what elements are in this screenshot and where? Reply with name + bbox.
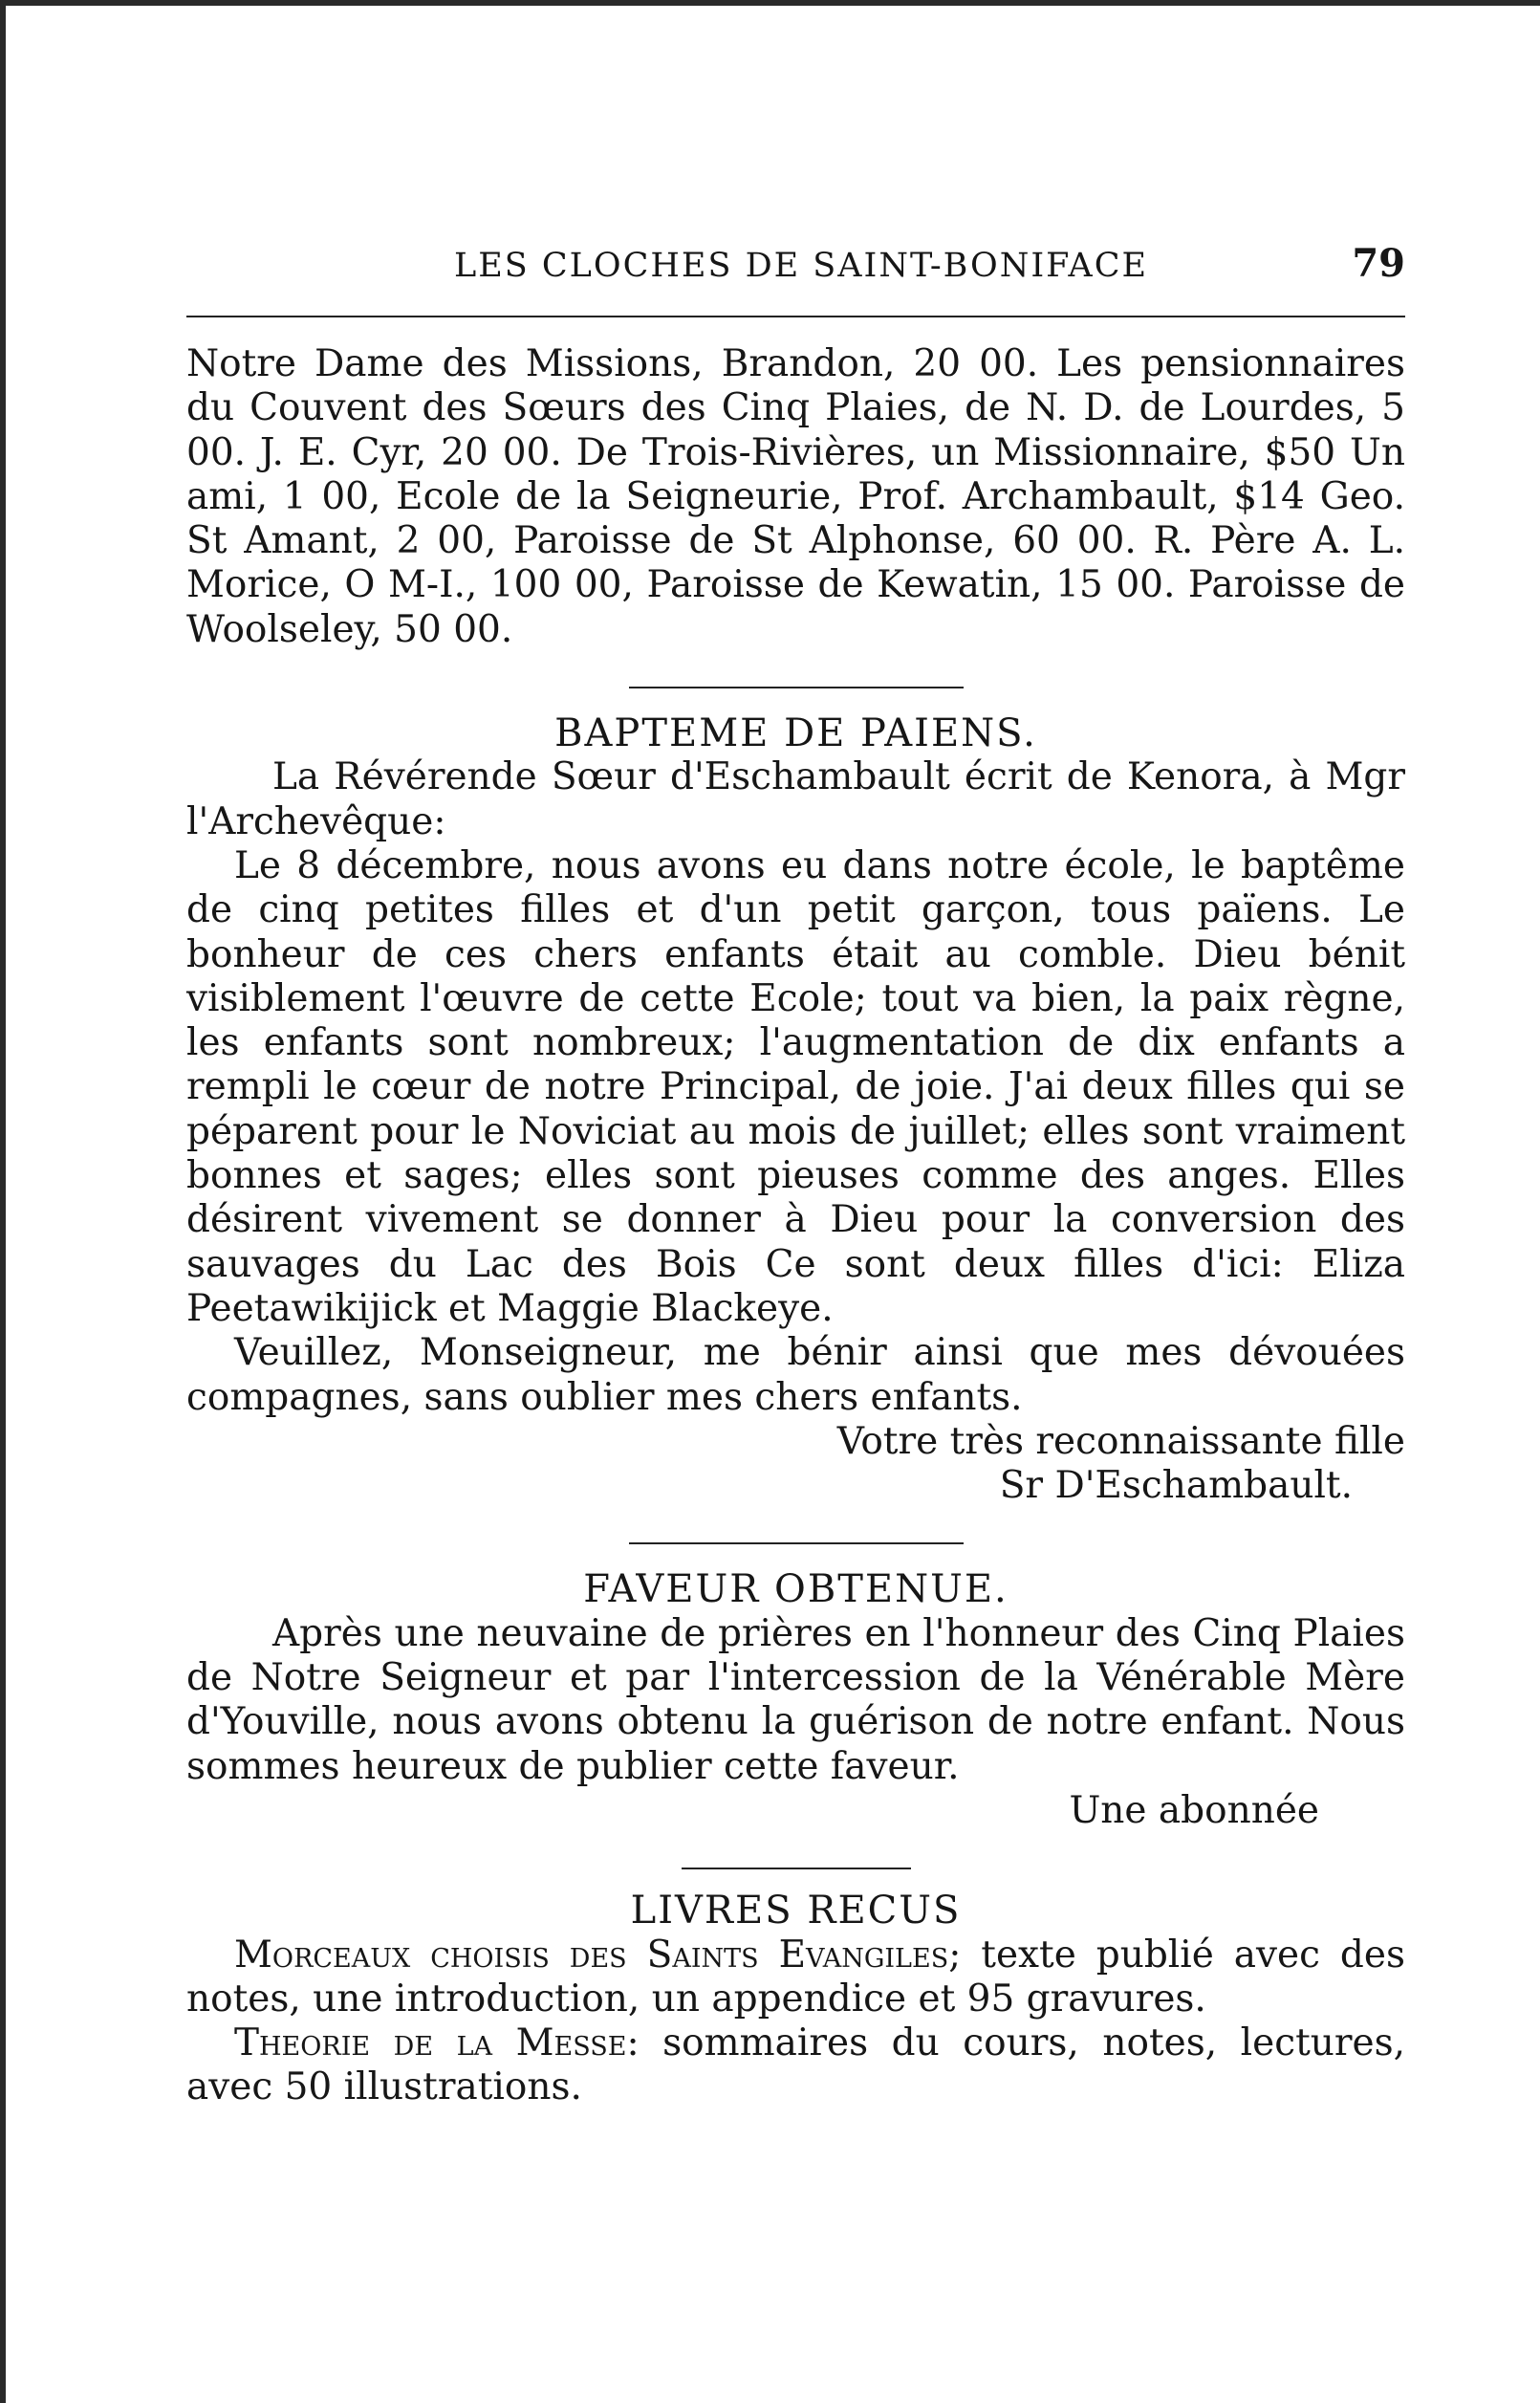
left-border <box>0 0 6 2403</box>
heading-faveur: FAVEUR OBTENUE. <box>583 1567 1009 1612</box>
bapteme-letter: Le 8 décembre, nous avons eu dans notre école, le baptême de cinq petites filles et d'un petit garçon, tous païens. Le bonheur de ces chers enfants était au comble. Dieu bénit visiblement l'œuvre de cette Ecole; tout va bien, la paix règne, les enfants sont nombreux; l'augmentation de dix enfants a rempli le cœur de notre Principal, de joie. J'ai deux filles qui se péparent pour le Noviciat au mois de juillet; elles sont vraiment bonnes et sages; elles sont pieuses comme des anges. Elles désirent vivement se donner à Dieu pour la conversion des sauvages du Lac des Bois Ce sont deux filles d'ici: Eliza Peetawikijick et Maggie Blackeye. <box>186 843 1405 1330</box>
section-divider <box>629 1542 964 1544</box>
book-title: Theorie de la Messe: <box>234 2021 640 2065</box>
section-divider <box>629 687 964 688</box>
top-border <box>0 0 1540 6</box>
book-title: Morceaux choisis des Saints Evangiles; <box>234 1933 962 1977</box>
book-description: texte publié avec des notes, une introduction, un appendice et 95 gravures. <box>186 1933 1405 2021</box>
bapteme-closing: Veuillez, Monseigneur, me bénir ainsi que mes dévouées compagnes, sans oublier mes chers enfants. <box>186 1331 1405 1419</box>
book-entry <box>186 2021 1405 2110</box>
header-divider <box>186 316 1405 317</box>
bapteme-signoff: Votre très reconnaissante fille <box>836 1419 1405 1463</box>
book-description: sommaires du cours, notes, lectures, avec 50 illustrations. <box>186 2021 1406 2109</box>
running-title: LES CLOCHES DE SAINT-BONIFACE <box>454 247 1149 285</box>
bapteme-intro: La Révérende Sœur d'Eschambault écrit de Kenora, à Mgr l'Archevêque: <box>186 755 1405 843</box>
faveur-paragraph: Après une neuvaine de prières en l'honneur des Cinq Plaies de Notre Seigneur et par l'intercession de la Vénérable Mère d'Youville, nous avons obtenu la guérison de notre enfant. Nous sommes heureux de publier cette faveur. <box>186 1611 1405 1788</box>
heading-livres: LIVRES RECUS <box>630 1889 962 1933</box>
bapteme-signature: Sr D'Eschambault. <box>999 1464 1353 1508</box>
page-body <box>186 342 1405 2110</box>
running-head <box>186 237 1405 295</box>
book-entry <box>186 1933 1405 2022</box>
section-divider <box>682 1868 911 1869</box>
faveur-signature: Une abonnée <box>1069 1788 1319 1832</box>
intro-paragraph: Notre Dame des Missions, Brandon, 20 00. Les pensionnaires du Couvent des Sœurs des Cinq Plaies, de N. D. de Lourdes, 5 00. J. E. Cyr, 20 00. De Trois-Rivières, un Missionnaire, $50 Un ami, 1 00, Ecole de la Seigneurie, Prof. Archambault, $14 Geo. St Amant, 2 00, Paroisse de St Alphonse, 60 00. R. Père A. L. Morice, O M-I., 100 00, Paroisse de Kewatin, 15 00. Paroisse de Woolseley, 50 00. <box>186 342 1405 651</box>
page-number: 79 <box>1352 241 1405 286</box>
heading-bapteme: BAPTEME DE PAIENS. <box>554 711 1037 756</box>
